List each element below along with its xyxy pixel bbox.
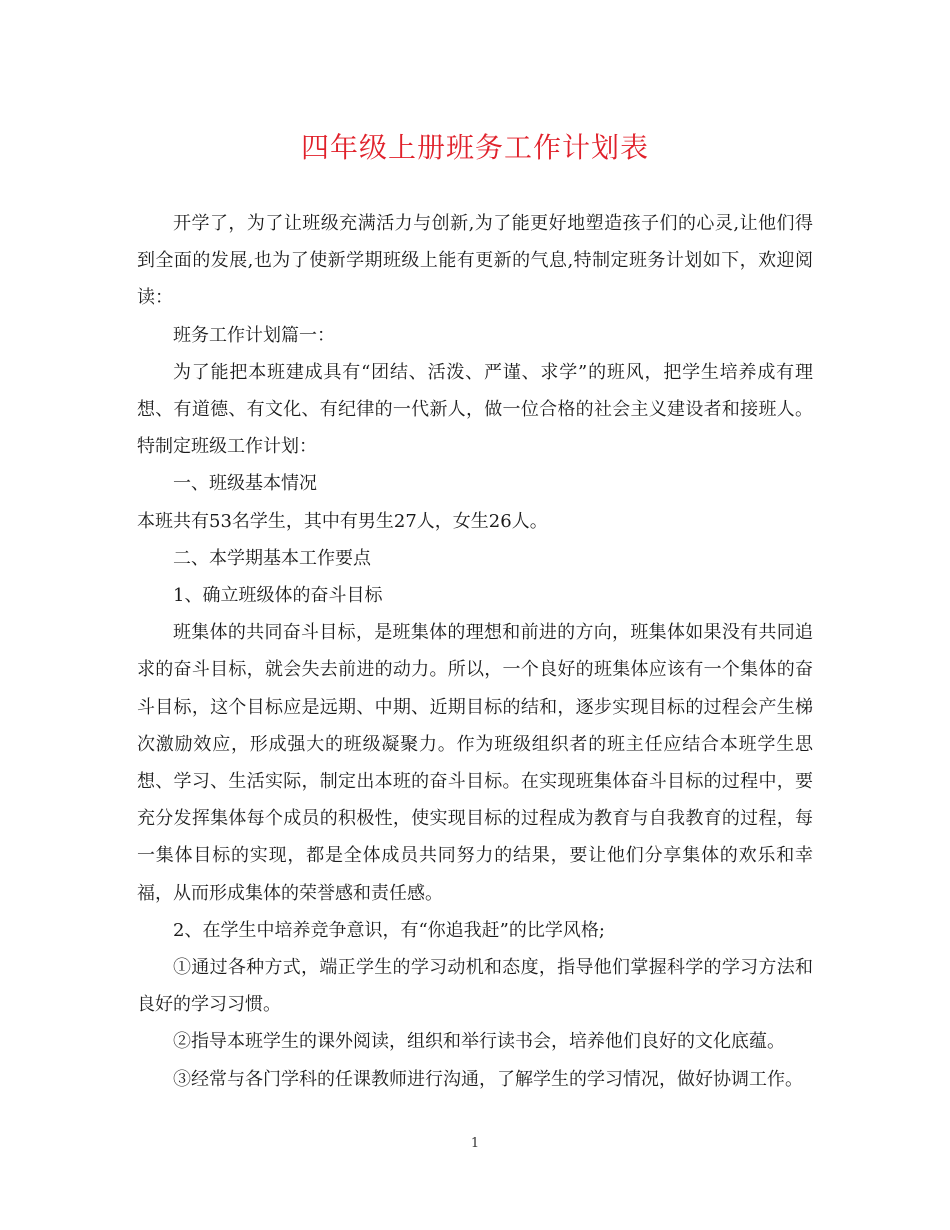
paragraph-subpoint-2: ②指导本班学生的课外阅读，组织和举行读书会，培养他们良好的文化底蕴。 [173, 1031, 785, 1053]
paragraph-subpoint-3: ③经常与各门学科的任课教师进行沟通，了解学生的学习情况，做好协调工作。 [173, 1068, 803, 1090]
paragraph-class-size: 本班共有53名学生，其中有男生27人，女生26人。 [137, 510, 548, 532]
heading-basic-info: 一、班级基本情况 [173, 473, 317, 495]
paragraph-intro: 开学了，为了让班级充满活力与创新,为了能更好地塑造孩子们的心灵,让他们得到全面的发展,也为了使新学期班级上能有更新的气息,特制定班务计划如下，欢迎阅读： [137, 213, 813, 309]
heading-point-1: 1、确立班级体的奋斗目标 [173, 585, 383, 607]
page-number: 1 [470, 1136, 480, 1151]
paragraph-subpoint-1: ①通过各种方式，端正学生的学习动机和态度，指导他们掌握科学的学习方法和良好的学习习惯。 [137, 957, 813, 1016]
document-title: 四年级上册班务工作计划表 [300, 131, 649, 164]
paragraph-goal: 为了能把本班建成具有“团结、活泼、严谨、求学”的班风，把学生培养成有理想、有道德、有文化、有纪律的一代新人，做一位合格的社会主义建设者和接班人。特制定班级工作计划： [137, 361, 813, 458]
heading-work-points: 二、本学期基本工作要点 [173, 547, 371, 569]
paragraph-section-heading: 班务工作计划篇一： [173, 324, 335, 346]
heading-point-2: 2、在学生中培养竞争意识，有“你追我赶”的比学风格; [173, 919, 605, 941]
document-body [137, 205, 813, 1098]
paragraph-point-1: 班集体的共同奋斗目标，是班集体的理想和前进的方向，班集体如果没有共同追求的奋斗目标，就会失去前进的动力。所以，一个良好的班集体应该有一个集体的奋斗目标，这个目标应是远期、中期、近期目标的结和，逐步实现目标的过程会产生梯次激励效应，形成强大的班级凝聚力。作为班级组织者的班主任应结合本班学生思想、学习、生活实际，制定出本班的奋斗目标。在实现班集体奋斗目标的过程中，要充分发挥集体每个成员的积极性，使实现目标的过程成为教育与自我教育的过程，每一集体目标的实现，都是全体成员共同努力的结果，要让他们分享集体的欢乐和幸福，从而形成集体的荣誉感和责任感。 [137, 622, 813, 904]
